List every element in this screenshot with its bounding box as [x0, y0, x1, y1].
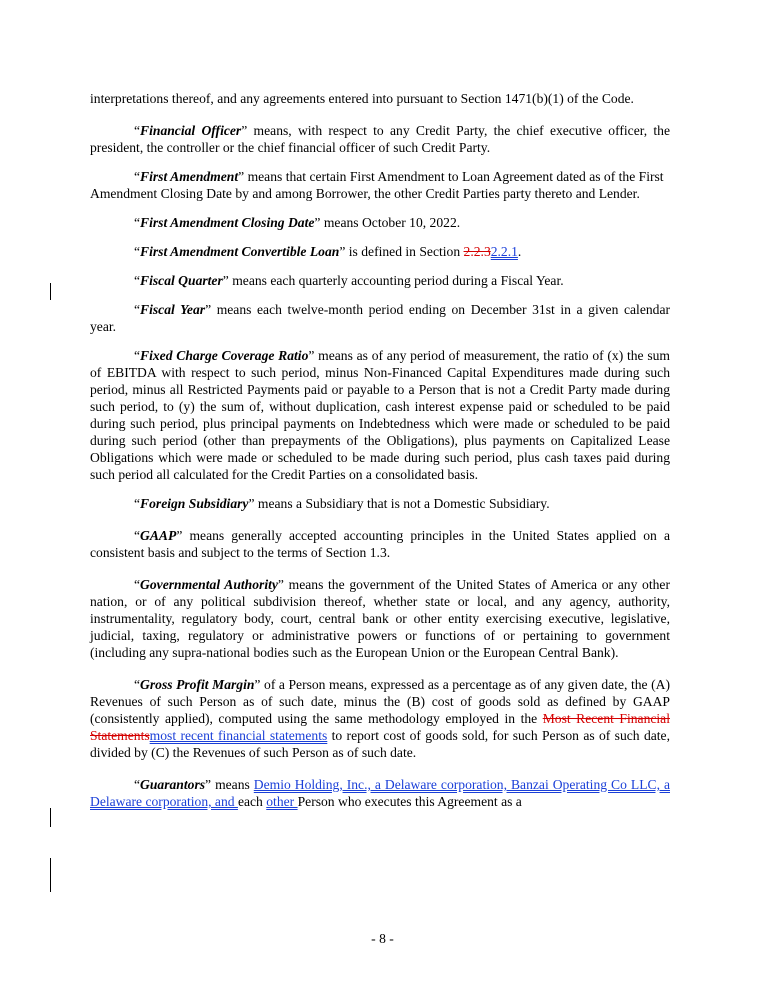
quote-open: “ — [134, 244, 141, 259]
quote-open: “ — [134, 273, 141, 288]
quote-open: “ — [134, 302, 141, 317]
definition-text: means as of any period of measurement, the ratio of (x) the sum of EBITDA with respect to such period, minus Non-Financed Capital Expenditures made during such period, minus all Restricted Payments paid or payable to a Person that is not a Credit Party made during such period, to (y) the sum of, without duplication, cash interest expense paid or scheduled to be paid during such period, plus principal payments on Indebtedness which were made or scheduled to be paid during such period (other than prepayments of the Obligations), plus payments on Capitalized Lease Obligations which were made or scheduled to be made during such period, plus cash taxes paid during such period all calculated for the Credit Parties on a consolidated basis. — [90, 348, 671, 482]
definition-text: Person who executes this Agreement as a — [297, 794, 522, 809]
definition-text: means the government of the United States of America or any other nation, or of any political subdivision thereof, whether state or local, and any agency, authority, instrumentality, regulatory body, court, central bank or other entity exercising executive, legislative, judicial, taxing, regulatory or administrative powers or functions of or pertaining to government (including any supra-national bodies such as the European Union or the European Central Bank). — [90, 577, 670, 660]
page-number: - 8 - — [371, 931, 394, 946]
definition-fixed-charge-coverage-ratio — [90, 347, 670, 483]
definition-gaap — [90, 527, 670, 561]
quote-close: ” — [222, 273, 229, 288]
definition-fiscal-quarter — [90, 272, 670, 289]
quote-close: ” — [205, 302, 212, 317]
definition-text: each — [237, 794, 267, 809]
quote-open: “ — [134, 123, 141, 138]
quote-open: “ — [134, 215, 141, 230]
defined-term: Fiscal Quarter — [140, 273, 223, 288]
definition-text: means each twelve-month period ending on December 31st in a given calendar year. — [90, 302, 671, 334]
defined-term: Guarantors — [140, 777, 206, 792]
definition-first-amendment-convertible-loan — [90, 243, 670, 260]
definition-text: means — [211, 777, 254, 792]
defined-term: Governmental Authority — [140, 577, 278, 592]
quote-close: ” — [277, 577, 284, 592]
defined-term: Financial Officer — [140, 123, 242, 138]
definition-text: means a Subsidiary that is not a Domestic Subsidiary. — [254, 496, 550, 511]
change-bar — [50, 283, 51, 300]
definition-text: is defined in Section — [345, 244, 464, 259]
quote-close: ” — [241, 123, 248, 138]
deleted-text: 2.2.3 — [463, 244, 491, 259]
quote-open: “ — [134, 577, 141, 592]
definition-text: of a Person means, expressed as a percentage as of any given date, the (A) Revenues of such Person as of such date, minus the (B) cost of goods sold as defined by GAAP (consistently applied), computed using the same methodology employed in the — [90, 677, 671, 726]
inserted-text: most recent financial statements — [149, 728, 328, 743]
defined-term: Foreign Subsidiary — [140, 496, 249, 511]
quote-open: “ — [134, 496, 141, 511]
definition-guarantors — [90, 776, 670, 810]
definition-first-amendment-closing-date — [90, 214, 670, 231]
quote-open: “ — [134, 677, 141, 692]
quote-open: “ — [134, 777, 141, 792]
quote-close: ” — [176, 528, 183, 543]
defined-term: Fixed Charge Coverage Ratio — [140, 348, 309, 363]
quote-close: ” — [238, 169, 245, 184]
defined-term: GAAP — [140, 528, 177, 543]
definition-foreign-subsidiary — [90, 495, 670, 512]
quote-close: ” — [308, 348, 315, 363]
quote-close: ” — [314, 215, 321, 230]
defined-term: First Amendment — [140, 169, 239, 184]
quote-open: “ — [134, 169, 141, 184]
definition-text: means, with respect to any Credit Party, the chief executive officer, the president, the controller or the chief financial officer of such Credit Party. — [90, 123, 670, 155]
definition-text: means that certain First Amendment to Loan Agreement dated as of the First Amendment Closing Date by and among Borrower, the other Credit Parties party thereto and Lender. — [90, 169, 664, 201]
quote-open: “ — [134, 348, 141, 363]
definition-text: means October 10, 2022. — [320, 215, 461, 230]
quote-close: ” — [205, 777, 212, 792]
paragraph-text: interpretations thereof, and any agreements entered into pursuant to Section 1471(b)(1) of the Code. — [90, 91, 634, 106]
definition-financial-officer — [90, 122, 670, 156]
change-bar — [50, 808, 51, 827]
quote-open: “ — [134, 528, 141, 543]
page-body — [90, 90, 670, 810]
deleted-text: Most Recent Financial Statements — [90, 711, 670, 743]
definition-text: to report cost of goods sold, for such Person as of such date, divided by (C) the Revenues of such Person as of such date. — [90, 728, 670, 760]
definition-fiscal-year — [90, 301, 670, 335]
definition-governmental-authority — [90, 576, 670, 661]
definition-paragraph — [90, 90, 670, 107]
defined-term: First Amendment Closing Date — [140, 215, 315, 230]
inserted-text: 2.2.1 — [490, 244, 518, 259]
quote-close: ” — [339, 244, 346, 259]
quote-close: ” — [248, 496, 255, 511]
inserted-text: Demio Holding, Inc., a Delaware corporation, Banzai Operating Co LLC, a Delaware corporation, and — [90, 777, 670, 809]
defined-term: Fiscal Year — [140, 302, 206, 317]
definition-first-amendment — [90, 168, 670, 202]
quote-close: ” — [254, 677, 261, 692]
definition-text: means each quarterly accounting period during a Fiscal Year. — [228, 273, 564, 288]
definition-text: means generally accepted accounting principles in the United States applied on a consistent basis and subject to the terms of Section 1.3. — [90, 528, 670, 560]
defined-term: Gross Profit Margin — [140, 677, 255, 692]
defined-term: First Amendment Convertible Loan — [140, 244, 340, 259]
definition-text: . — [517, 244, 522, 259]
inserted-text: other — [266, 794, 298, 809]
change-bar — [50, 858, 51, 892]
definition-gross-profit-margin — [90, 676, 670, 761]
